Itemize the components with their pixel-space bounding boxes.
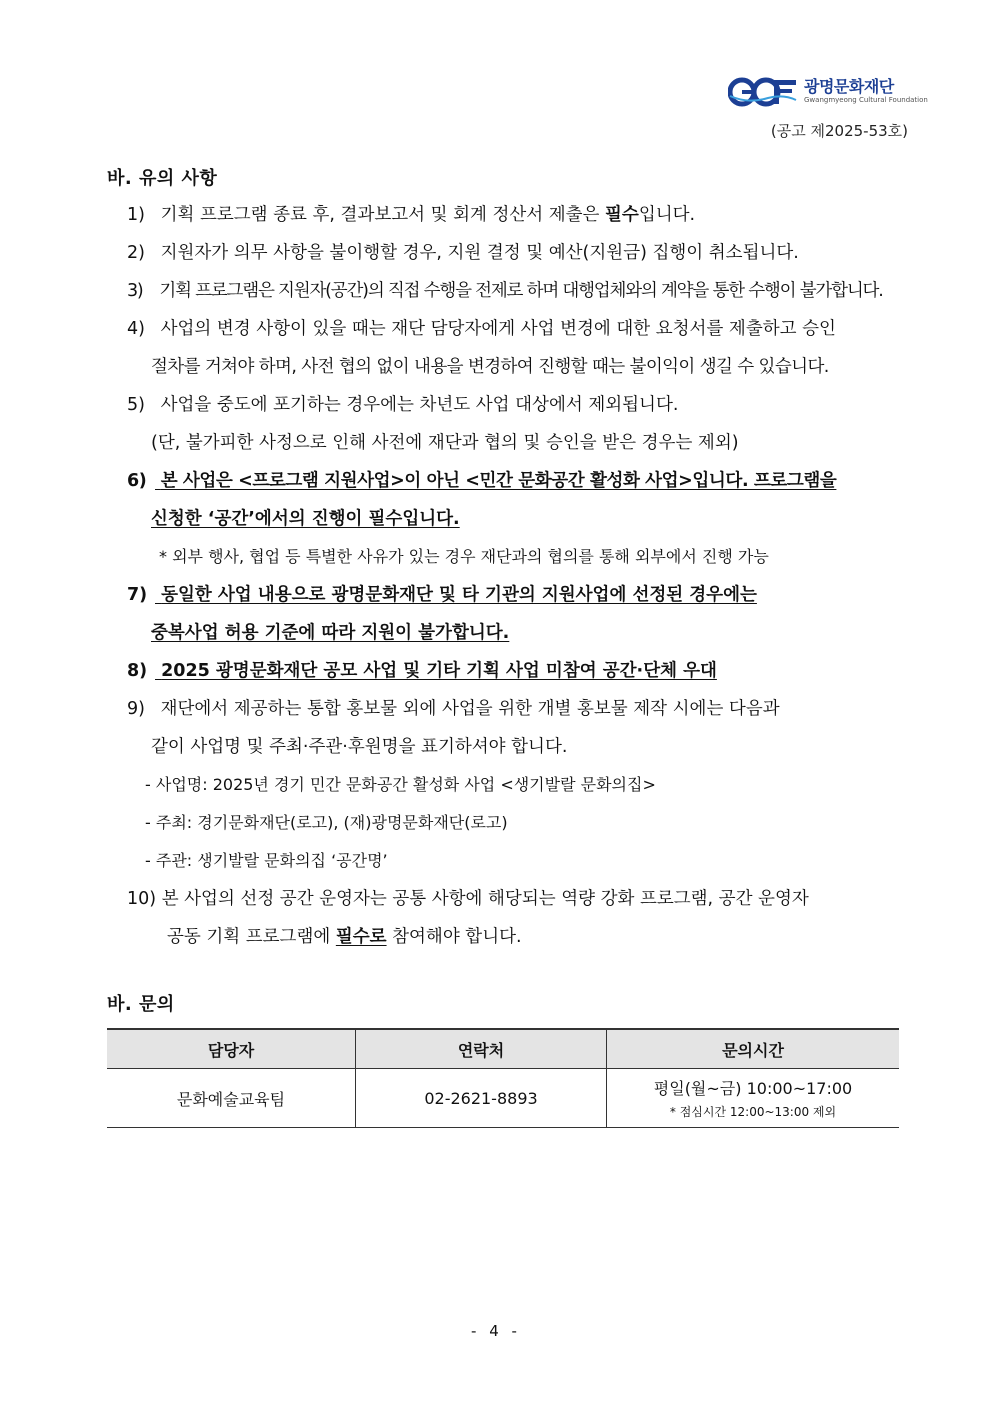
item-text: 기획 프로그램 종료 후, 결과보고서 및 회계 정산서 제출은: [160, 205, 606, 225]
section-title-notes: 바. 유의 사항: [107, 168, 218, 189]
list-item-note: * 외부 행사, 협업 등 특별한 사유가 있는 경우 재단과의 협의를 통해 외부에서 진행 가능: [159, 547, 769, 566]
item-number: 5): [127, 395, 145, 415]
list-item-continuation: (단, 불가피한 사정으로 인해 사전에 재단과 협의 및 승인을 받은 경우는 제외): [151, 433, 739, 453]
item-text: 재단에서 제공하는 통합 홍보물 외에 사업을 위한 개별 홍보물 제작 시에는 다음과: [160, 699, 780, 719]
item-text: 본 사업은 <프로그램 지원사업>이 아닌 <민간 문화공간 활성화 사업>입니다. 프로그램을: [160, 471, 837, 491]
office-hours: 평일(월~금) 10:00~17:00: [653, 1079, 853, 1098]
list-item-dash: - 주관: 생기발랄 문화의집 ‘공간명’: [145, 851, 388, 870]
gcf-logo-mark-icon: [728, 74, 798, 110]
table-header-cell: 문의시간: [607, 1029, 900, 1069]
notice-number: (공고 제2025-53호): [770, 122, 908, 140]
foundation-logo: [728, 74, 928, 114]
list-item-continuation: 신청한 ‘공간’에서의 진행이 필수입니다.: [151, 509, 460, 529]
list-item: [107, 234, 907, 272]
section-title-inquiry: 바. 문의: [107, 994, 175, 1015]
item-number: 6): [127, 471, 147, 491]
list-item-continuation: [107, 918, 907, 956]
item-bold-text: 필수로: [335, 927, 387, 947]
item-number: 9): [127, 699, 145, 719]
lunch-note: * 점심시간 12:00~13:00 제외: [669, 1105, 837, 1119]
table-header-cell: 담당자: [107, 1029, 356, 1069]
list-item: [107, 652, 907, 690]
item-number: 10): [127, 889, 157, 909]
logo-text-korean: 광명문화재단: [804, 77, 894, 96]
item-text: 공동 기획 프로그램에: [167, 927, 336, 947]
item-bold-text: 필수: [605, 205, 639, 225]
logo-text-english: Gwangmyeong Cultural Foundation: [804, 96, 928, 104]
contact-table: [107, 1028, 899, 1128]
item-number: 3): [127, 281, 143, 301]
table-cell-phone: 02-2621-8893: [356, 1069, 607, 1128]
list-item: [107, 272, 907, 310]
item-text: 지원자가 의무 사항을 불이행할 경우, 지원 결정 및 예산(지원금) 집행이 취소됩니다.: [160, 243, 799, 263]
table-header-row: [107, 1029, 899, 1069]
list-item-dash: - 주최: 경기문화재단(로고), (재)광명문화재단(로고): [145, 813, 508, 832]
table-row: [107, 1069, 899, 1128]
item-number: 7): [127, 585, 148, 605]
list-item-continuation: 절차를 거쳐야 하며, 사전 협의 없이 내용을 변경하여 진행할 때는 불이익이 생길 수 있습니다.: [151, 357, 829, 377]
table-header-cell: 연락처: [356, 1029, 607, 1069]
item-text-tail: 참여해야 합니다.: [386, 927, 522, 947]
item-text: 사업을 중도에 포기하는 경우에는 차년도 사업 대상에서 제외됩니다.: [160, 395, 679, 415]
table-cell-hours: [607, 1069, 900, 1128]
item-number: 2): [127, 243, 145, 263]
list-item: [107, 196, 907, 234]
table-cell-team: 문화예술교육팀: [107, 1069, 356, 1128]
item-number: 8): [127, 661, 148, 681]
item-text: 동일한 사업 내용으로 광명문화재단 및 타 기관의 지원사업에 선정된 경우에는: [161, 585, 757, 605]
item-text: 본 사업의 선정 공간 운영자는 공통 사항에 해당되는 역량 강화 프로그램, 공간 운영자: [161, 889, 809, 909]
list-item: [107, 576, 907, 614]
list-item: [107, 690, 907, 728]
list-item: [107, 386, 907, 424]
page-number: - 4 -: [471, 1322, 521, 1340]
list-item-dash: - 사업명: 2025년 경기 민간 문화공간 활성화 사업 <생기발랄 문화의집>: [145, 775, 656, 794]
list-item: [107, 462, 907, 500]
item-text: 2025 광명문화재단 공모 사업 및 기타 기획 사업 미참여 공간·단체 우대: [161, 661, 717, 681]
list-item-continuation: 중복사업 허용 기준에 따라 지원이 불가합니다.: [151, 623, 510, 643]
list-item: [107, 880, 907, 918]
item-text-tail: 입니다.: [638, 205, 696, 225]
notes-list: [107, 196, 907, 956]
item-number: 1): [127, 205, 145, 225]
item-text: 사업의 변경 사항이 있을 때는 재단 담당자에게 사업 변경에 대한 요청서를 제출하고 승인: [160, 319, 836, 339]
item-number: 4): [127, 319, 145, 339]
list-item-continuation: 같이 사업명 및 주최·주관·후원명을 표기하셔야 합니다.: [151, 737, 568, 757]
item-text: 기획 프로그램은 지원자(공간)의 직접 수행을 전제로 하며 대행업체와의 계약을 통한 수행이 불가합니다.: [159, 281, 883, 301]
list-item: [107, 310, 907, 348]
